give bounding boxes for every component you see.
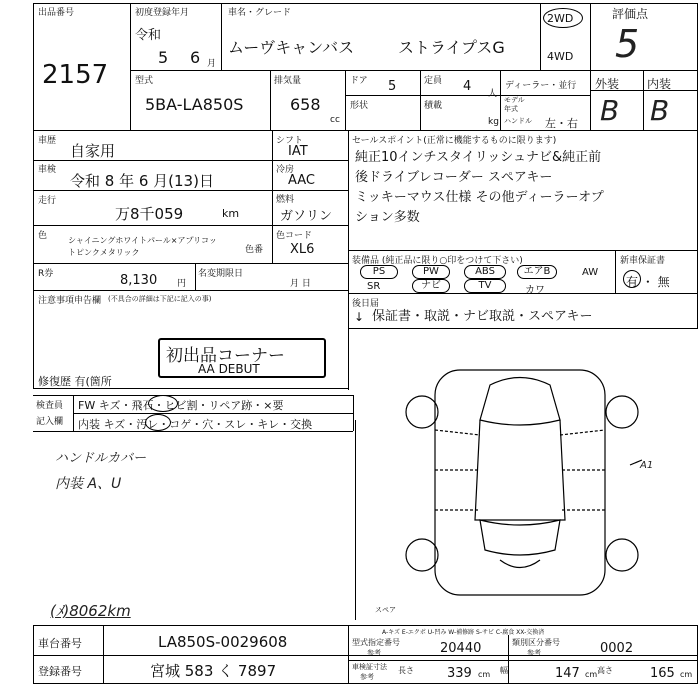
equip-label: 装備品 (純正品に限り○印をつけて下さい) bbox=[352, 256, 523, 266]
door-label: ドア bbox=[350, 76, 368, 86]
sales-line: ション多数 bbox=[355, 210, 420, 225]
hist-label: 車歴 bbox=[38, 136, 57, 146]
ext-label: 外装 bbox=[595, 77, 620, 91]
class-no: 0002 bbox=[600, 641, 634, 656]
score-label: 評価点 bbox=[612, 7, 649, 21]
shape-label: 形状 bbox=[350, 101, 369, 111]
capacity: 4 bbox=[463, 79, 472, 94]
load-unit: kg bbox=[488, 117, 499, 127]
disp-unit: cc bbox=[330, 115, 340, 125]
dealer-chg-label: 名変期限日 bbox=[198, 269, 244, 279]
circle-mark bbox=[148, 395, 178, 412]
equip-leather: カワ bbox=[525, 285, 545, 296]
sales-label: セールスポイント(正常に機能するものに限ります) bbox=[352, 136, 557, 146]
equip-abs: ABS bbox=[464, 265, 506, 279]
after-value: 保証書・取説・ナビ取説・スペアキー bbox=[372, 309, 593, 324]
r-label: R券 bbox=[38, 269, 54, 279]
ref-label: 参考 bbox=[360, 673, 374, 681]
cm-unit: cm bbox=[478, 670, 491, 679]
model-type: 5BA-LA850S bbox=[145, 95, 244, 114]
ac: AAC bbox=[288, 173, 315, 188]
warranty-opts: 有 ・ 無 bbox=[626, 275, 670, 289]
type-label: 型式 bbox=[135, 76, 154, 86]
reg-year: 5 bbox=[158, 48, 169, 67]
cap-unit: 人 bbox=[488, 89, 498, 99]
hand-note-1: ハンドルカバー bbox=[55, 451, 147, 466]
equip-pw: PW bbox=[412, 265, 450, 279]
car-diagram bbox=[400, 360, 650, 620]
debut-stamp-title: 初出品コーナー bbox=[166, 346, 285, 366]
color: シャイニングホワイトパール×アプリコットピンクメタリック bbox=[68, 236, 217, 257]
cm-unit: cm bbox=[585, 670, 598, 679]
circle-mark bbox=[145, 414, 171, 431]
doors: 5 bbox=[388, 79, 397, 94]
r-unit: 円 bbox=[177, 279, 187, 289]
dealer-chg-unit: 月 日 bbox=[290, 279, 311, 289]
spare-label: スペア bbox=[375, 606, 396, 614]
mileage: 万8千059 bbox=[115, 205, 184, 223]
wid-label: 幅 bbox=[500, 666, 508, 675]
drive-2wd: 2WD bbox=[547, 12, 574, 25]
sales-line: ミッキーマウス仕様 その他ディーラーオプ bbox=[355, 190, 604, 205]
warranty-label: 新車保証書 bbox=[620, 256, 666, 266]
reg-number: 宮城 583 く 7897 bbox=[150, 662, 277, 680]
equip-ps: PS bbox=[360, 265, 398, 279]
class-label: 類別区分番号 bbox=[512, 638, 560, 647]
hgt-label: 高さ bbox=[597, 666, 613, 675]
disp-label: 排気量 bbox=[274, 76, 302, 86]
color-label: 色 bbox=[38, 231, 48, 241]
drive-4wd: 4WD bbox=[547, 50, 574, 63]
warranty-circle bbox=[623, 270, 641, 288]
r-value: 8,130 bbox=[120, 273, 158, 288]
era: 令和 bbox=[135, 28, 162, 43]
color-code-label: 色コード bbox=[276, 231, 313, 241]
inspect-fw: FW キズ・飛石・ヒビ割・リペア跡・×要 bbox=[78, 399, 284, 412]
fuel: ガソリン bbox=[280, 209, 333, 224]
dim-label: 車検証寸法 bbox=[352, 663, 387, 671]
inspect-interior: 内装 キズ・汚レ・コゲ・穴・スレ・キレ・交換 bbox=[78, 418, 313, 431]
score: 5 bbox=[615, 22, 640, 66]
height: 165 bbox=[650, 666, 675, 681]
shift: IAT bbox=[288, 144, 308, 159]
hand-note-2: 内装 A、U bbox=[55, 476, 122, 492]
handle-label: ハンドル bbox=[504, 117, 532, 125]
lot-number: 2157 bbox=[42, 60, 109, 90]
inspector-label-1: 検査員 bbox=[36, 401, 64, 411]
cm-unit: cm bbox=[680, 670, 693, 679]
equip-airbag: エアB bbox=[517, 265, 557, 279]
mile-label: 走行 bbox=[38, 196, 57, 206]
notes-label: 注意事項申告欄 bbox=[38, 296, 102, 306]
ac-label: 冷房 bbox=[276, 165, 295, 175]
inspector-label-2: 記入欄 bbox=[36, 417, 64, 427]
shaken-label: 車検 bbox=[38, 165, 57, 175]
equip-tv: TV bbox=[464, 279, 506, 293]
color-code: XL6 bbox=[290, 242, 315, 257]
shift-label: シフト bbox=[276, 136, 304, 146]
car-name: ムーヴキャンバス bbox=[228, 38, 355, 57]
repair-label: 修復歴 有(箇所 bbox=[38, 375, 112, 388]
diagram-mark-a1: A1 bbox=[640, 460, 654, 471]
handle: 左・右 bbox=[545, 117, 578, 130]
ref-label: 参考 bbox=[527, 649, 541, 657]
shaken: 令和 8 年 6 月(13)日 bbox=[70, 172, 214, 190]
reg-month: 6 bbox=[190, 48, 201, 67]
type-no: 20440 bbox=[440, 641, 482, 656]
hist-value: 自家用 bbox=[70, 142, 116, 160]
notes-sub: (不具合の詳細は下記に記入の事) bbox=[108, 295, 212, 303]
after-label: 後日届 bbox=[352, 299, 380, 309]
reg-label: 登録番号 bbox=[38, 665, 82, 678]
ref-label: 参考 bbox=[367, 649, 381, 657]
sales-points bbox=[355, 148, 604, 228]
int-label: 内装 bbox=[647, 77, 672, 91]
model-year-label: モデル年式 bbox=[504, 96, 525, 113]
odometer-note: (ﾒ)8062km bbox=[50, 602, 131, 620]
equip-sr: SR bbox=[367, 281, 381, 292]
damage-legend: A-キズ E-エクボ U-凹み W-補修跡 S-サビ C-腐食 XX-交換済 bbox=[382, 629, 545, 636]
sales-line: 後ドライブレコーダー スペアキー bbox=[355, 170, 553, 185]
after-arrow: ↓ bbox=[354, 310, 365, 324]
type-no-label: 型式指定番号 bbox=[352, 638, 400, 647]
ext-grade: B bbox=[600, 94, 620, 127]
chassis-number: LA850S-0029608 bbox=[158, 633, 288, 651]
lot-label: 出品番号 bbox=[38, 8, 75, 18]
sales-line: 純正10インチスタイリッシュナビ&純正前 bbox=[355, 150, 602, 165]
debut-stamp-en: AA DEBUT bbox=[198, 362, 260, 376]
width: 147 bbox=[555, 666, 580, 681]
load-label: 積載 bbox=[424, 101, 443, 111]
reg-month-unit: 月 bbox=[207, 59, 217, 69]
reg-date-label: 初度登録年月 bbox=[135, 8, 190, 18]
displacement: 658 bbox=[290, 95, 321, 114]
car-grade: ストライプスG bbox=[398, 38, 505, 57]
chassis-label: 車台番号 bbox=[38, 637, 82, 650]
mile-unit: km bbox=[222, 207, 240, 220]
length: 339 bbox=[447, 666, 472, 681]
car-name-label: 車名・グレード bbox=[228, 8, 292, 18]
equip-aw: AW bbox=[582, 267, 599, 278]
fuel-label: 燃料 bbox=[276, 195, 295, 205]
equip-navi: ナビ bbox=[412, 279, 450, 293]
dealer-label: ディーラー・並行 bbox=[505, 81, 577, 91]
cap-label: 定員 bbox=[424, 76, 443, 86]
len-label: 長さ bbox=[398, 666, 414, 675]
color-no-label: 色番 bbox=[245, 245, 264, 255]
int-grade: B bbox=[650, 94, 670, 127]
